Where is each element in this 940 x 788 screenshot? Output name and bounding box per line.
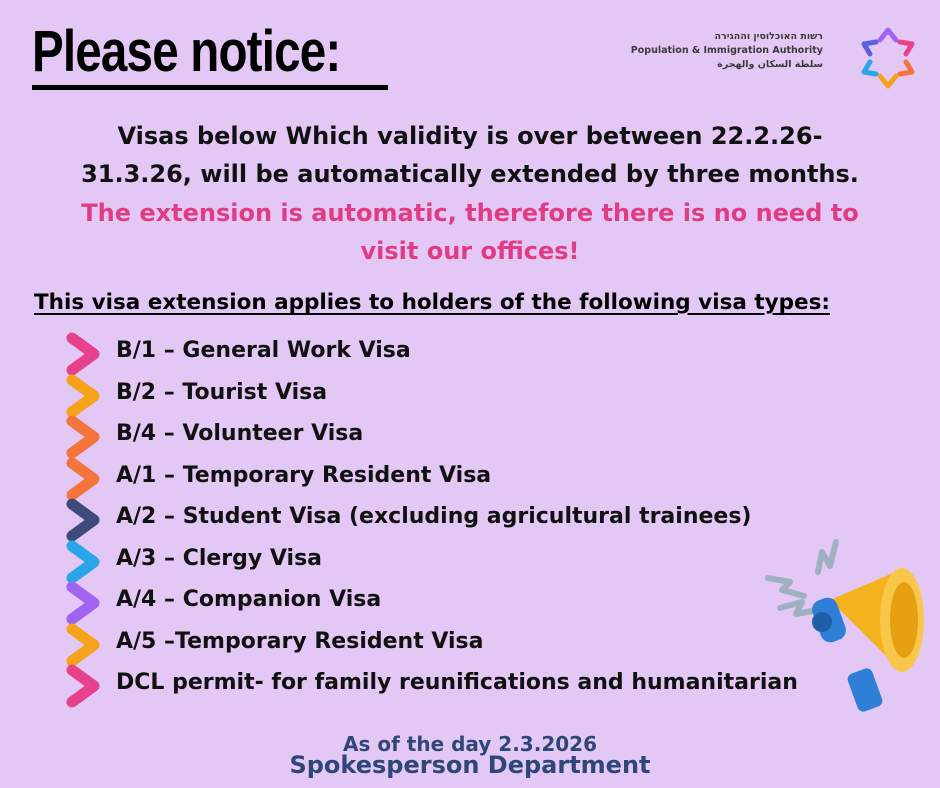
department-name: Spokesperson Department (289, 751, 651, 779)
visa-item: DCL permit- for family reunifications and humanitarian (116, 670, 798, 695)
title-underline (32, 85, 388, 90)
logo-arabic: سلطة السكان والهجرة (717, 59, 823, 70)
visa-item: B/2 – Tourist Visa (116, 379, 328, 405)
page-title: Please notice: (32, 19, 341, 84)
chevron-bullet-icon (62, 498, 108, 544)
intro-line-1: Visas below Which validity is over between 22.2.26- (117, 122, 823, 150)
logo-english: Population & Immigration Authority (630, 45, 823, 56)
authority-logo (630, 26, 915, 90)
visa-item: A/4 – Companion Visa (116, 587, 382, 612)
date-line: As of the day 2.3.2026 (343, 732, 597, 756)
visa-item: B/4 – Volunteer Visa (116, 421, 364, 446)
chevron-bullet-icon (62, 623, 108, 669)
highlight-line-2: visit our offices! (360, 237, 580, 265)
visa-types-heading: This visa extension applies to holders of the following visa types: (34, 290, 831, 315)
highlight-line-1: The extension is automatic, therefore there is no need to (81, 199, 859, 227)
logo-hebrew: רשות האוכלוסין וההגירה (714, 31, 823, 42)
visa-item: A/5 –Temporary Resident Visa (116, 628, 484, 654)
megaphone-icon (760, 530, 930, 720)
chevron-bullet-icon (62, 540, 108, 586)
chevron-bullet-icon (62, 374, 108, 420)
intro-line-2: 31.3.26, will be automatically extended by three months. (81, 160, 859, 188)
star-logo-icon (860, 26, 916, 90)
chevron-bullet-icon (62, 457, 108, 503)
chevron-bullet-icon (62, 581, 108, 627)
chevron-bullet-icon (62, 332, 108, 378)
visa-item: B/1 – General Work Visa (116, 338, 411, 363)
visa-item: A/1 – Temporary Resident Visa (116, 462, 492, 488)
visa-item: A/2 – Student Visa (excluding agricultural trainees) (116, 504, 752, 529)
chevron-bullet-icon (62, 664, 108, 710)
logo-text (631, 30, 823, 72)
chevron-bullet-icon (62, 415, 108, 461)
visa-item: A/3 – Clergy Visa (116, 545, 323, 571)
